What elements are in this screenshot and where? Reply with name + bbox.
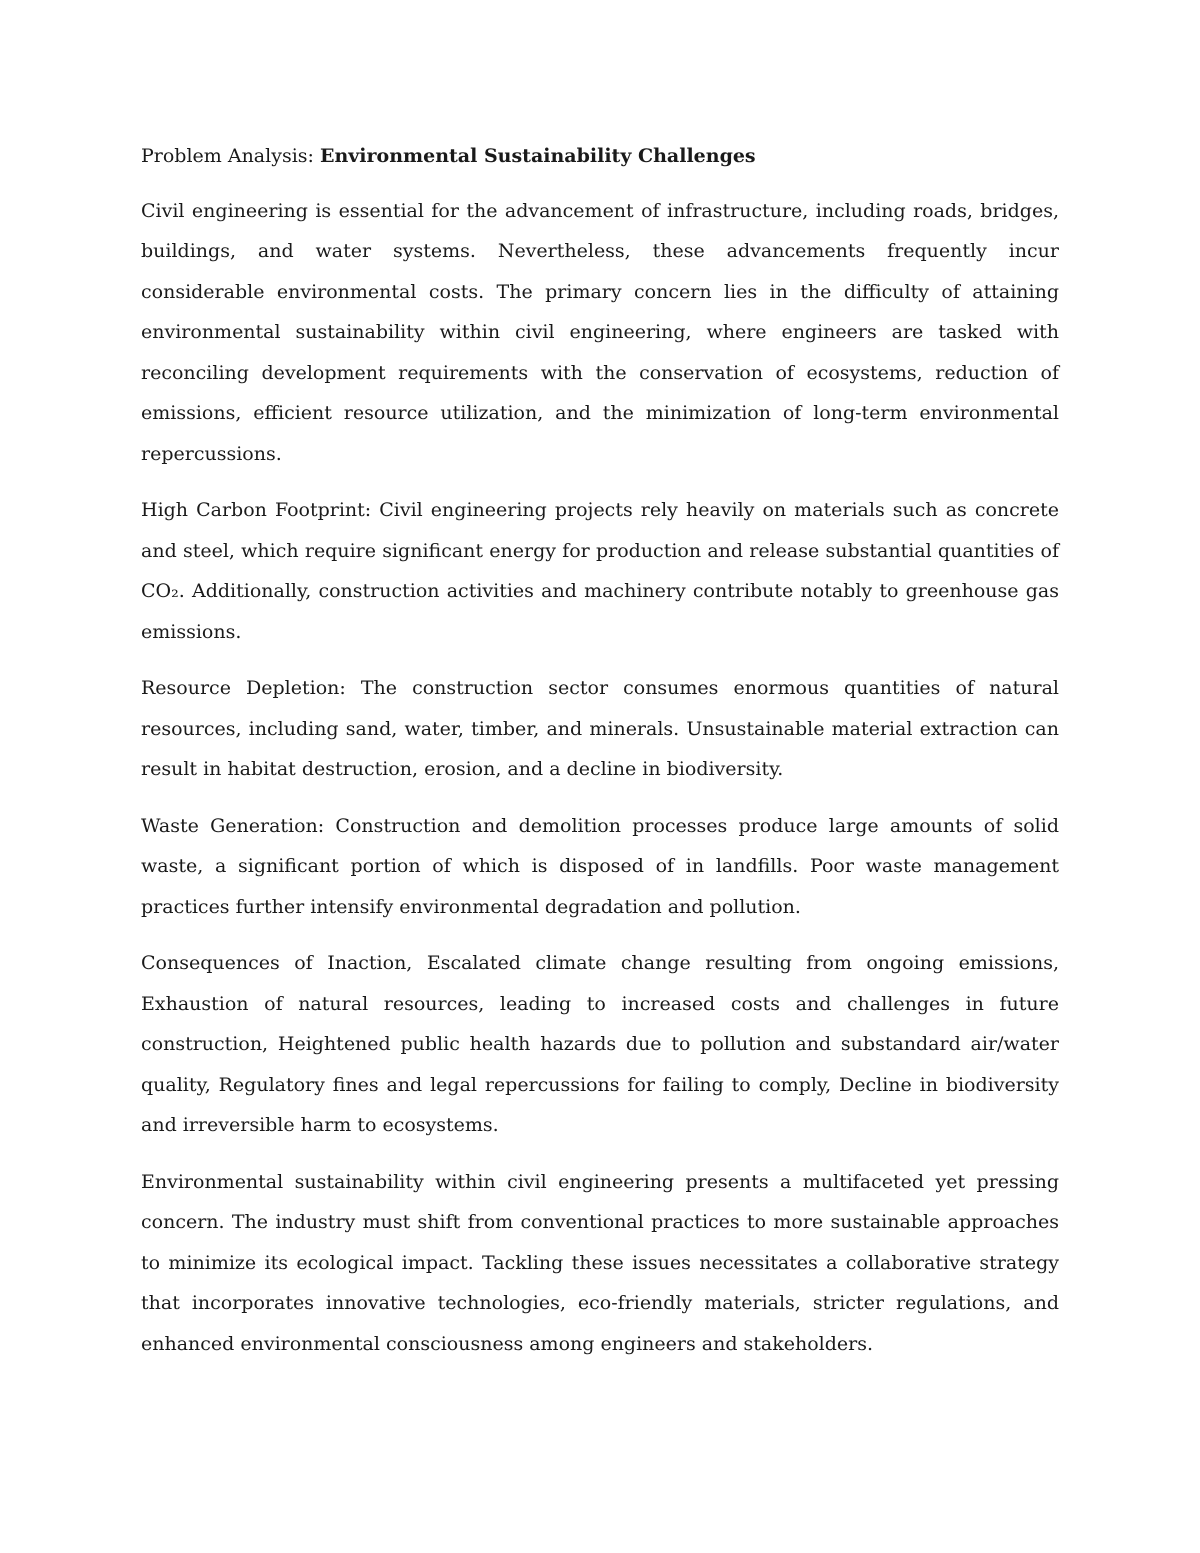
paragraph-waste-generation: Waste Generation: Construction and demolition processes produce large amounts of solid waste, a significant portion of which is disposed of in landfills. Poor waste management practices further intensify environmental degradation and pollution.: [141, 814, 1059, 918]
document-heading: [141, 136, 1059, 177]
paragraph-resource-depletion: Resource Depletion: The construction sector consumes enormous quantities of natural resources, including sand, water, timber, and minerals. Unsustainable material extraction can result in habitat destruction, erosion, and a decline in biodiversity.: [141, 677, 1059, 780]
paragraph-consequences: Consequences of Inaction, Escalated climate change resulting from ongoing emissions, Exhaustion of natural resources, leading to increased costs and challenges in future construction, Heightened public health hazards due to pollution and substandard air/water quality, Regulatory fines and legal repercussions for failing to comply, Decline in biodiversity and irreversible harm to ecosystems.: [141, 952, 1059, 1136]
heading-prefix: Problem Analysis:: [141, 145, 320, 167]
paragraph-conclusion: Environmental sustainability within civil engineering presents a multifaceted yet pressing concern. The industry must shift from conventional practices to more sustainable approaches to minimize its ecological impact. Tackling these issues necessitates a collaborative strategy that incorporates innovative technologies, eco-friendly materials, stricter regulations, and enhanced environmental consciousness among engineers and stakeholders.: [141, 1170, 1059, 1355]
paragraph-introduction: Civil engineering is essential for the advancement of infrastructure, including roads, bridges, buildings, and water systems. Nevertheless, these advancements frequently incur considerable environmental costs. The primary concern lies in the difficulty of attaining environmental sustainability within civil engineering, where engineers are tasked with reconciling development requirements with the conservation of ecosystems, reduction of emissions, efficient resource utilization, and the minimization of long-term environmental repercussions.: [141, 199, 1059, 465]
document-body: [141, 136, 1059, 1380]
heading-title: Environmental Sustainability Challenges: [319, 145, 756, 167]
paragraph-carbon-footprint: High Carbon Footprint: Civil engineering projects rely heavily on materials such as concrete and steel, which require significant energy for production and release substantial quantities of CO₂. Additionally, construction activities and machinery contribute notably to greenhouse gas emissions.: [141, 499, 1059, 643]
